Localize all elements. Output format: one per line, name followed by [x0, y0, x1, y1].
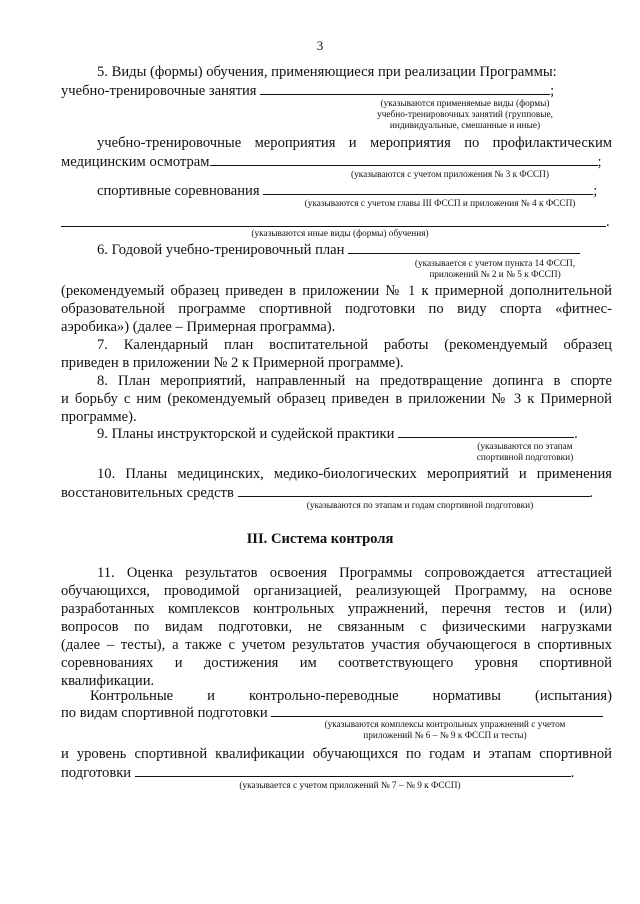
item9-blank: [398, 425, 574, 438]
item8-line1: 8. План мероприятий, направленный на предотвращение допинга в спорте: [97, 373, 612, 389]
item10-line1: 10. Планы медицинских, медико-биологических мероприятий и применения: [97, 466, 612, 482]
item6-line2: (рекомендуемый образец приведен в приложении № 1 к примерной дополнительной: [61, 283, 612, 299]
section3-p2-note-l2: приложений № 6 – № 9 к ФССП и тесты): [363, 731, 527, 741]
item5-line5-end: ;: [593, 183, 598, 199]
item5-note3: (указываются с учетом главы III ФССП и приложения № 4 к ФССП): [304, 199, 576, 209]
item5-note1-l2: учебно-тренировочных занятий (групповые,: [377, 110, 553, 120]
item10-note: (указываются по этапам и годам спортивной подготовки): [306, 501, 534, 511]
section3-p2-l4-end: .: [570, 765, 575, 781]
section3-p2-blank-2: [135, 764, 571, 777]
item10-line2: [61, 484, 612, 502]
item5-line4-label: медицинским осмотрам: [61, 154, 210, 170]
item6-line4: аэробика») (далее – Примерная программа).: [61, 319, 336, 335]
section3-p1-l2: обучающихся, проводимой организацией, реализующей Программу, на основе: [61, 583, 612, 599]
item5-line2-end: ;: [550, 83, 555, 99]
item5-blank-3: [263, 182, 593, 195]
item6-line3: образовательной программе спортивной подготовки по виду спорта «фитнес-: [61, 301, 612, 317]
item6-line1-label: 6. Годовой учебно-тренировочный план: [97, 242, 345, 258]
item5-line2-label: учебно-тренировочные занятия: [61, 83, 257, 99]
section3-p1-l4: вопросов по видам подготовки, не связанным с физическими нагрузками: [61, 619, 612, 635]
section3-p1-l3: разработанных комплексов контрольных упражнений, перечня тестов и (или): [61, 601, 612, 617]
item5-line4-end: ;: [597, 154, 602, 170]
item5-blank-2: [210, 153, 598, 166]
item9-note-l1: (указываются по этапам: [477, 442, 573, 452]
item5-line3: учебно-тренировочные мероприятия и мероприятия по профилактическим: [97, 135, 612, 151]
item9-line1-label: 9. Планы инструкторской и судейской практики: [97, 426, 395, 442]
item5-line2: [61, 82, 612, 100]
item7-line1: 7. Календарный план воспитательной работы (рекомендуемый образец: [97, 337, 612, 353]
item5-line5-label: спортивные соревнования: [97, 183, 260, 199]
section3-p2-l1: Контрольные и контрольно-переводные нормативы (испытания): [90, 688, 612, 704]
item5-line6-end: .: [606, 214, 610, 230]
item7-line2: приведен в приложении № 2 к Примерной программе).: [61, 355, 404, 371]
section3-p2-l2-label: по видам спортивной подготовки: [61, 705, 268, 721]
item5-note2: (указываются с учетом приложения № 3 к ФССП): [350, 170, 549, 180]
item9-line1-end: .: [574, 426, 578, 442]
item10-line2-end: .: [589, 485, 594, 501]
item9-line1: [97, 425, 640, 443]
section3-p1-l1: 11. Оценка результатов освоения Программы сопровождается аттестацией: [97, 565, 612, 581]
item5-line4: [61, 153, 612, 171]
item10-blank: [238, 484, 590, 497]
item6-note-l1: (указывается с учетом пункта 14 ФССП,: [414, 259, 576, 269]
section3-p2-note2: (указывается с учетом приложений № 7 – № 9 к ФССП): [239, 781, 461, 791]
item9-note-l2: спортивной подготовки): [476, 453, 574, 463]
item6-blank: [348, 241, 580, 254]
item5-line1: 5. Виды (формы) обучения, применяющиеся при реализации Программы:: [97, 64, 557, 80]
page-number: 3: [316, 38, 324, 53]
item8-line3: программе).: [61, 409, 137, 425]
section3-p2-l4-label: подготовки: [61, 765, 132, 781]
section3-p2-l4: [61, 764, 612, 782]
item5-blank-1: [260, 82, 550, 95]
item5-blank-4: [61, 226, 606, 227]
section-heading: III. Система контроля: [246, 531, 394, 547]
item8-line2: и борьбу с ним (рекомендуемый образец приведен в приложении № 3 к Примерной: [61, 391, 612, 407]
section3-p2-blank-1: [271, 704, 603, 717]
item5-line5: [97, 182, 640, 200]
section3-p2-l3: и уровень спортивной квалификации обучающихся по годам и этапам спортивной: [61, 746, 612, 762]
item6-note-l2: приложений № 2 и № 5 к ФССП): [429, 270, 561, 280]
item5-note1-l3: индивидуальные, смешанные и иные): [389, 121, 541, 131]
item10-line2-label: восстановительных средств: [61, 485, 234, 501]
section3-p1-l6: соревнованиях и достижения им соответствующего уровня спортивной: [61, 655, 612, 671]
item5-note4: (указываются иные виды (формы) обучения): [251, 229, 429, 239]
item6-line1: [97, 241, 640, 259]
section3-p1-l7: квалификации.: [61, 673, 155, 689]
section3-p2-note-l1: (указываются комплексы контрольных упражнений с учетом: [324, 720, 566, 730]
item5-note1-l1: (указываются применяемые виды (формы): [380, 99, 550, 109]
section3-p1-l5: (далее – тесты), а также с учетом результатов участия обучающегося в спортивных: [61, 637, 612, 653]
